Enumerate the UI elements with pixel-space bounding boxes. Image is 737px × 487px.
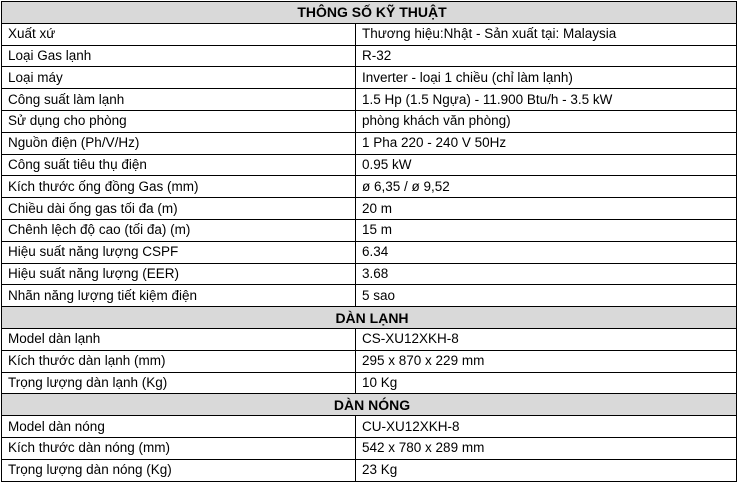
section-header-row <box>2 307 737 329</box>
row-label: Xuất xứ <box>2 23 356 45</box>
row-value: 1 Pha 220 - 240 V 50Hz <box>356 132 737 154</box>
row-value: Thương hiệu:Nhật - Sản xuất tại: Malaysia <box>356 23 737 45</box>
row-label: Hiệu suất năng lượng (EER) <box>2 263 356 285</box>
row-value: 0.95 kW <box>356 154 737 176</box>
table-row <box>2 89 737 111</box>
table-row <box>2 154 737 176</box>
row-value: 295 x 870 x 229 mm <box>356 350 737 372</box>
row-value: 3.68 <box>356 263 737 285</box>
row-label: Kích thước dàn nóng (mm) <box>2 437 356 459</box>
row-label: Sử dụng cho phòng <box>2 110 356 132</box>
table-row <box>2 67 737 89</box>
row-value: 20 m <box>356 198 737 220</box>
table-row <box>2 241 737 263</box>
row-label: Loại máy <box>2 67 356 89</box>
row-label: Chiều dài ống gas tối đa (m) <box>2 198 356 220</box>
section-header-row <box>2 394 737 416</box>
row-value: 1.5 Hp (1.5 Ngựa) - 11.900 Btu/h - 3.5 kW <box>356 89 737 111</box>
table-row <box>2 198 737 220</box>
row-label: Kích thước dàn lạnh (mm) <box>2 350 356 372</box>
row-label: Hiệu suất năng lượng CSPF <box>2 241 356 263</box>
table-row <box>2 132 737 154</box>
table-row <box>2 263 737 285</box>
row-value: CU-XU12XKH-8 <box>356 416 737 438</box>
table-row <box>2 328 737 350</box>
row-value: 10 Kg <box>356 372 737 394</box>
row-label: Trọng lượng dàn lạnh (Kg) <box>2 372 356 394</box>
row-label: Kích thước ống đồng Gas (mm) <box>2 176 356 198</box>
table-row <box>2 416 737 438</box>
row-label: Công suất làm lạnh <box>2 89 356 111</box>
table-row <box>2 350 737 372</box>
row-value: R-32 <box>356 45 737 67</box>
table-row <box>2 459 737 481</box>
section-header-row <box>2 2 737 24</box>
row-value: CS-XU12XKH-8 <box>356 328 737 350</box>
row-label: Model dàn lạnh <box>2 328 356 350</box>
table-row <box>2 176 737 198</box>
table-row <box>2 437 737 459</box>
row-label: Loại Gas lạnh <box>2 45 356 67</box>
row-value: 23 Kg <box>356 459 737 481</box>
section-title-outdoor-unit: DÀN NÓNG <box>2 394 737 416</box>
row-value: Inverter - loại 1 chiều (chỉ làm lạnh) <box>356 67 737 89</box>
row-value: phòng khách văn phòng) <box>356 110 737 132</box>
row-value: 15 m <box>356 219 737 241</box>
table-row <box>2 372 737 394</box>
row-value: 542 x 780 x 289 mm <box>356 437 737 459</box>
table-row <box>2 285 737 307</box>
table-row <box>2 45 737 67</box>
row-label: Công suất tiêu thụ điện <box>2 154 356 176</box>
section-title-indoor-unit: DÀN LẠNH <box>2 307 737 329</box>
row-value: ø 6,35 / ø 9,52 <box>356 176 737 198</box>
spec-table <box>1 1 737 482</box>
table-row <box>2 23 737 45</box>
table-row <box>2 219 737 241</box>
row-value: 6.34 <box>356 241 737 263</box>
row-label: Trọng lượng dàn nóng (Kg) <box>2 459 356 481</box>
row-label: Nhãn năng lượng tiết kiệm điện <box>2 285 356 307</box>
row-label: Model dàn nóng <box>2 416 356 438</box>
row-label: Nguồn điện (Ph/V/Hz) <box>2 132 356 154</box>
table-row <box>2 110 737 132</box>
section-title-specs: THÔNG SỐ KỸ THUẬT <box>2 2 737 24</box>
row-value: 5 sao <box>356 285 737 307</box>
row-label: Chênh lệch độ cao (tối đa) (m) <box>2 219 356 241</box>
